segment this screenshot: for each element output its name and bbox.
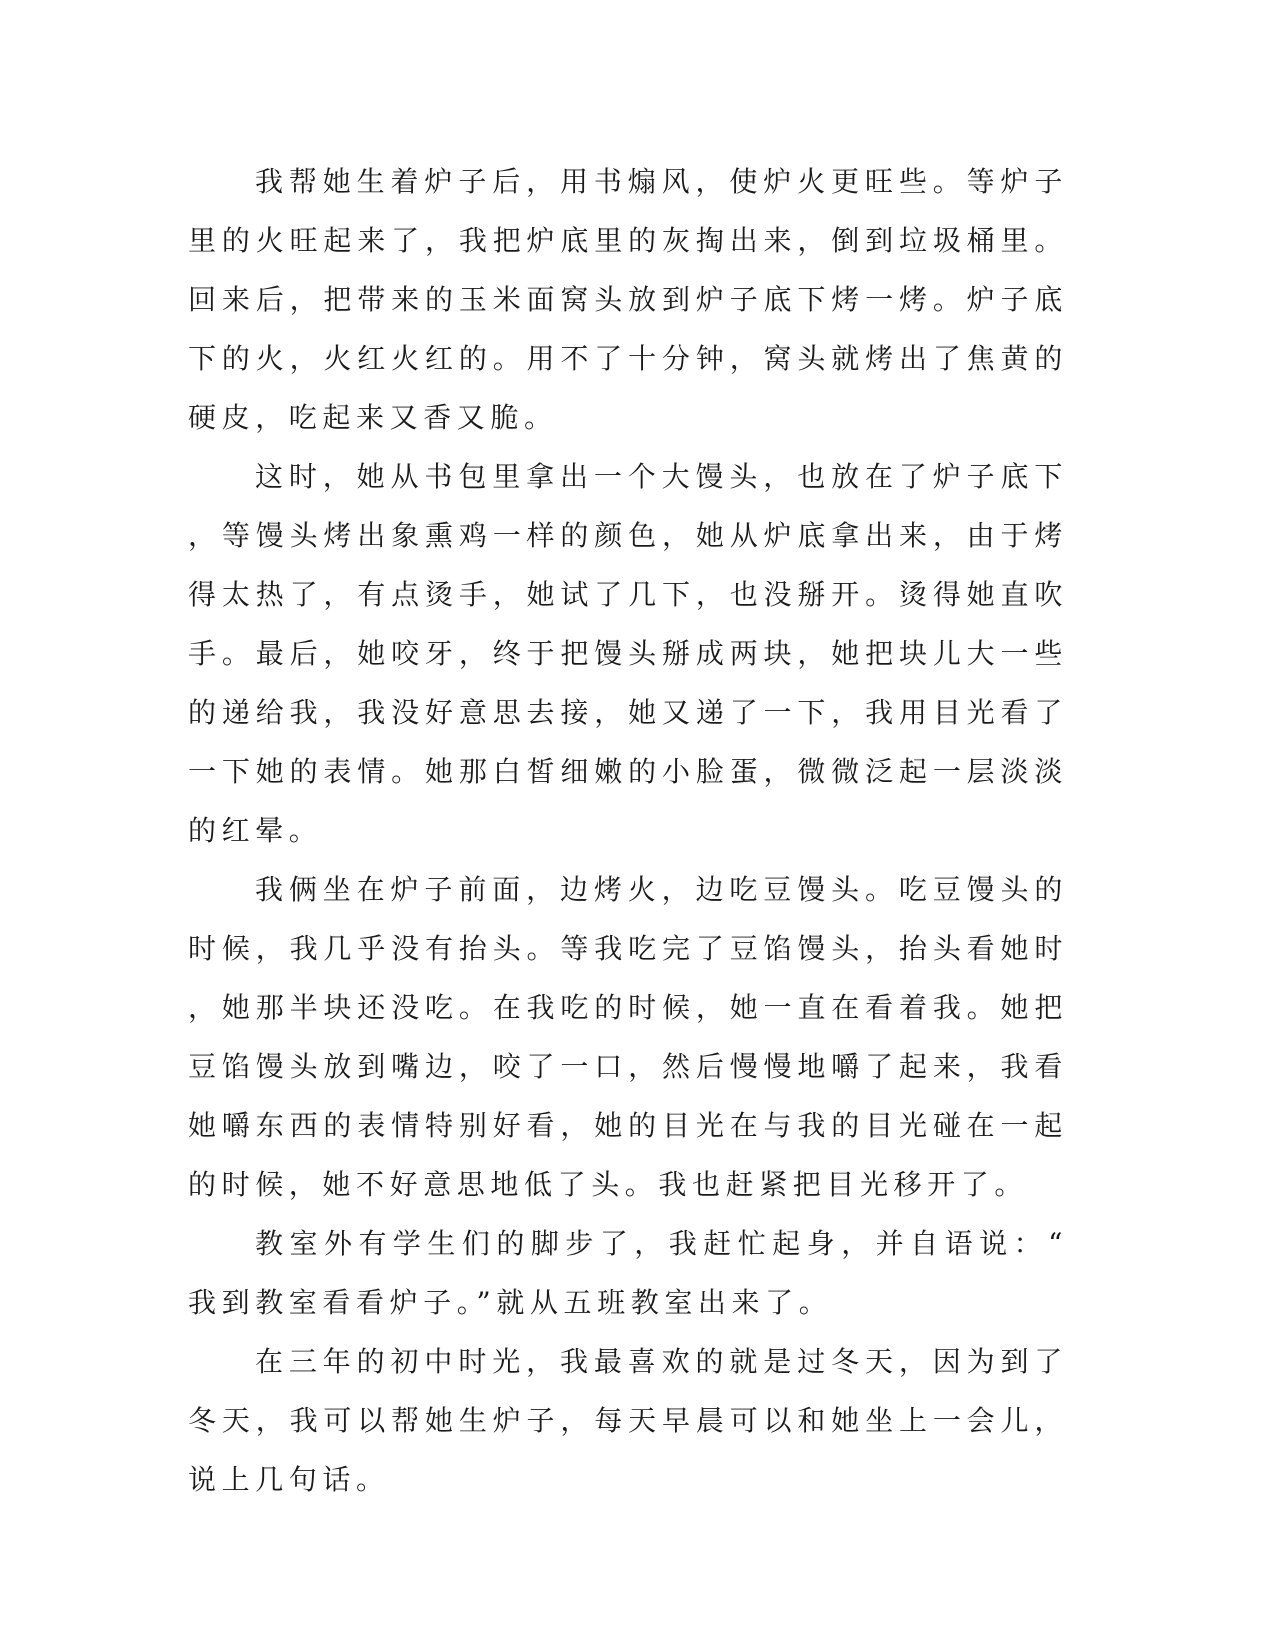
paragraph-4: 教室外有学生们的脚步了，我赶忙起身，并自语说：“我到教室看看炉子。”就从五班教室出来了。 [188,1227,1068,1319]
paragraph-5: 在三年的初中时光，我最喜欢的就是过冬天，因为到了冬天，我可以帮她生炉子，每天早晨可以和她坐上一会儿，说上几句话。 [188,1345,1068,1496]
document-body [188,152,1068,1509]
paragraph-2: 这时，她从书包里拿出一个大馒头，也放在了炉子底下，等馒头烤出象熏鸡一样的颜色，她从炉底拿出来，由于烤得太热了，有点烫手，她试了几下，也没掰开。烫得她直吹手。最后，她咬牙，终于把馒头掰成两块，她把块儿大一些的递给我，我没好意思去接，她又递了一下，我用目光看了一下她的表情。她那白皙细嫩的小脸蛋，微微泛起一层淡淡的红晕。 [188,460,1068,847]
paragraph-3: 我俩坐在炉子前面，边烤火，边吃豆馒头。吃豆馒头的时候，我几乎没有抬头。等我吃完了豆馅馒头，抬头看她时，她那半块还没吃。在我吃的时候，她一直在看着我。她把豆馅馒头放到嘴边，咬了一口，然后慢慢地嚼了起来，我看她嚼东西的表情特别好看，她的目光在与我的目光碰在一起的时候，她不好意思地低了头。我也赶紧把目光移开了。 [188,873,1068,1201]
paragraph-1: 我帮她生着炉子后，用书煽风，使炉火更旺些。等炉子里的火旺起来了，我把炉底里的灰掏出来，倒到垃圾桶里。回来后，把带来的玉米面窝头放到炉子底下烤一烤。炉子底下的火，火红火红的。用不了十分钟，窝头就烤出了焦黄的硬皮，吃起来又香又脆。 [188,165,1068,434]
